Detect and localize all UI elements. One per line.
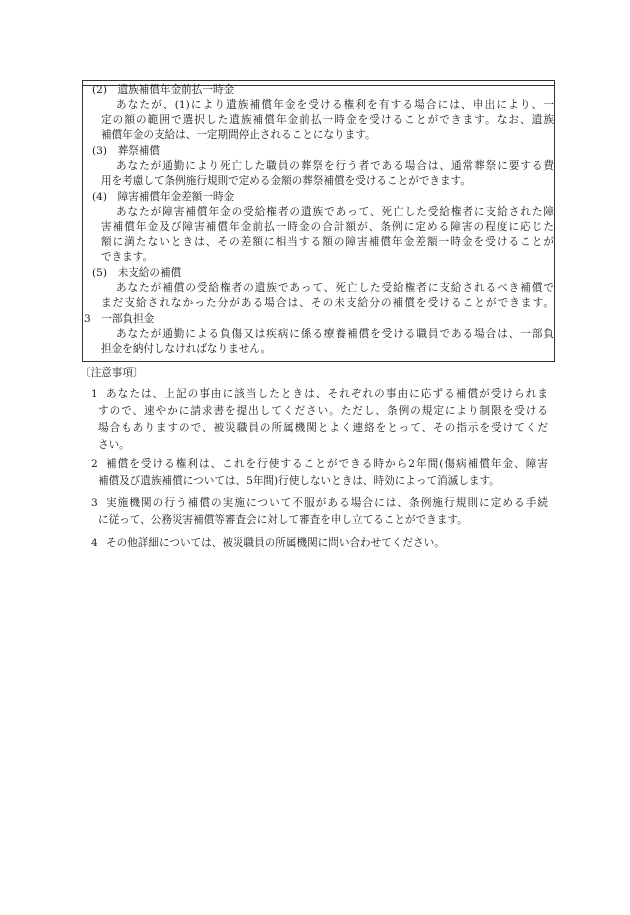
section-text-line: できます。 [101, 251, 154, 263]
section-heading-partial-charge: 3 一部負担金 [84, 313, 155, 325]
note-number: 4 [91, 537, 98, 549]
section-text-line: あなたが障害補償年金の受給権者の遺族であって、死亡した受給権者に支給された障 [116, 206, 554, 218]
section-text-line: あなたが、(1)により遺族補償年金を受ける権利を有する場合には、申出により、一 [116, 99, 554, 111]
note-number: 3 [91, 497, 98, 509]
note-text-line: 補償を受ける権利は、これを行使することができる時から2年間(傷病補償年金、障害 [106, 458, 548, 470]
note-text-line: 補償及び遺族補償については、5年間)行使しないときは、時効によって消滅します。 [98, 475, 500, 487]
note-text-line: 実施機関の行う補償の実施について不服がある場合には、条例施行規則に定める手続 [106, 497, 548, 509]
section-text-line: 額に満たないときは、その差額に相当する額の障害補償年金差額一時金を受けることが [101, 236, 554, 248]
note-text-line: さい。 [98, 439, 130, 451]
section-text-line: 担金を納付しなければなりません。 [101, 343, 272, 355]
section-heading-lump-sum-advance: (2) 遺族補償年金前払一時金 [92, 84, 235, 96]
section-text-line: 定の額の範囲で選択した遺族補償年金前払一時金を受けることができます。なお、遺族 [101, 114, 554, 126]
section-text-line: あなたが補償の受給権者の遺族であって、死亡した受給権者に支給されるべき補償で [116, 282, 554, 294]
section-heading-unpaid: (5) 未支給の補償 [92, 267, 182, 279]
note-number: 2 [91, 458, 98, 470]
note-text-line: に従って、公務災害補償等審査会に対して審査を申し立てることができます。 [98, 514, 468, 526]
section-heading-disability-difference: (4) 障害補償年金差額一時金 [92, 191, 235, 203]
note-text-line: 場合もありますので、被災職員の所属機関とよく連絡をとって、その指示を受けてくだ [98, 422, 548, 434]
notes-heading: 〔注意事項〕 [80, 367, 144, 379]
note-text-line: その他詳細については、被災職員の所属機関に問い合わせてください。 [106, 537, 445, 549]
section-text-line: あなたが通勤による負傷又は疾病に係る療養補償を受ける職員である場合は、一部負 [116, 328, 554, 340]
section-text-line: 補償年金の支給は、一定期間停止されることになります。 [101, 129, 376, 141]
section-text-line: 用を考慮して条例施行規則で定める金額の葬祭補償を受けることができます。 [101, 175, 471, 187]
section-text-line: まだ支給されなかった分がある場合は、その未支給分の補償を受けることができます。 [101, 297, 554, 309]
section-text-line: 害補償年金及び障害補償年金前払一時金の合計額が、条例に定める障害の程度に応じた [101, 221, 554, 233]
note-text-line: すので、速やかに請求書を提出してください。ただし、条例の規定により制限を受ける [98, 405, 548, 417]
note-text-line: あなたは、上記の事由に該当したときは、それぞれの事由に応ずる補償が受けられま [106, 388, 548, 400]
section-heading-funeral: (3) 葬祭補償 [92, 145, 160, 157]
section-text-line: あなたが通勤により死亡した職員の葬祭を行う者である場合は、通常葬祭に要する費 [116, 160, 554, 172]
note-number: 1 [91, 388, 98, 400]
